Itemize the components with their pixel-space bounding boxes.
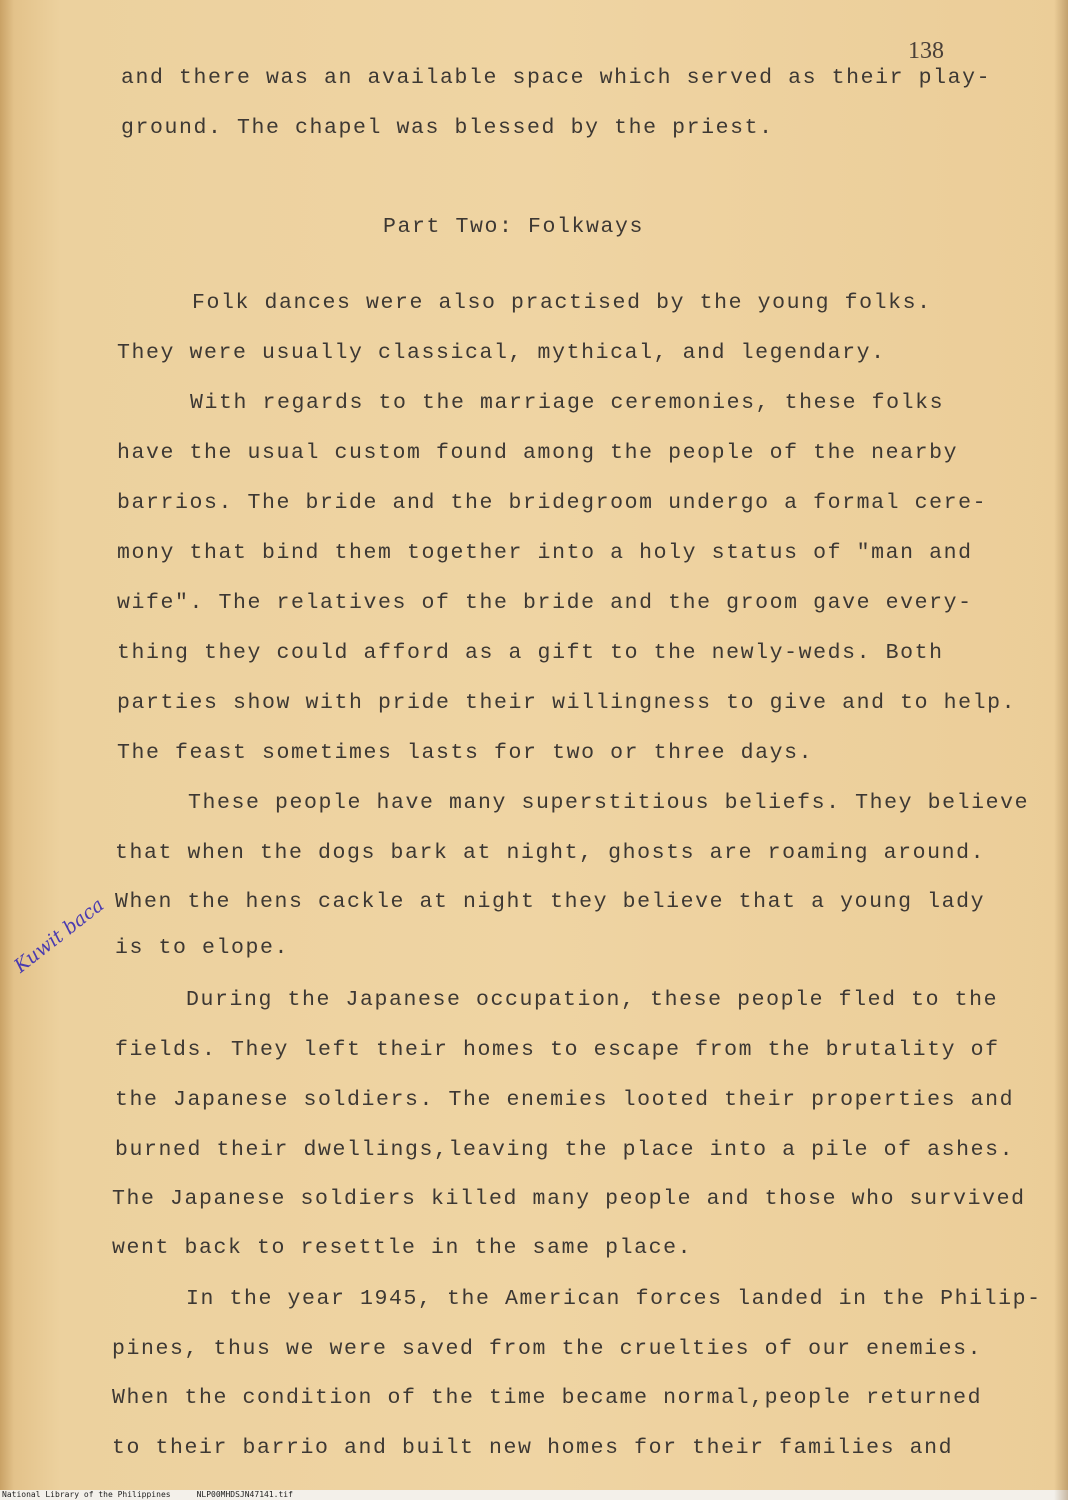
text-line: is to elope. — [115, 936, 290, 960]
text-line: fields. They left their homes to escape from the brutality of — [115, 1038, 1000, 1062]
page-number: 138 — [908, 38, 944, 64]
text-line: pines, thus we were saved from the cruelties of our enemies. — [112, 1337, 983, 1361]
text-line: ground. The chapel was blessed by the priest. — [121, 116, 774, 140]
text-line: These people have many superstitious beliefs. They believe — [188, 791, 1030, 815]
footer-library-name: National Library of the Philippines — [2, 1490, 171, 1499]
text-line: mony that bind them together into a holy status of "man and — [117, 541, 973, 565]
text-line: parties show with pride their willingness to give and to help. — [117, 691, 1017, 715]
handwritten-margin-note: Kuwit baca — [10, 893, 109, 978]
text-line: They were usually classical, mythical, and legendary. — [117, 341, 886, 365]
text-line: The Japanese soldiers killed many people and those who survived — [112, 1187, 1026, 1211]
section-heading: Part Two: Folkways — [383, 215, 645, 239]
text-line: barrios. The bride and the bridegroom undergo a formal cere- — [117, 491, 988, 515]
text-line: and there was an available space which served as their play- — [121, 66, 992, 90]
text-line: The feast sometimes lasts for two or three days. — [117, 741, 814, 765]
text-line: wife". The relatives of the bride and the groom gave every- — [117, 591, 973, 615]
text-line: to their barrio and built new homes for their families and — [112, 1436, 954, 1460]
text-line: When the hens cackle at night they believe that a young lady — [115, 890, 986, 914]
text-line: have the usual custom found among the people of the nearby — [117, 441, 959, 465]
text-line: the Japanese soldiers. The enemies looted their properties and — [115, 1088, 1015, 1112]
text-line: Folk dances were also practised by the young folks. — [192, 291, 932, 315]
text-line: that when the dogs bark at night, ghosts are roaming around. — [115, 841, 986, 865]
text-line: With regards to the marriage ceremonies, these folks — [190, 391, 945, 415]
text-line: When the condition of the time became normal,people returned — [112, 1386, 983, 1410]
text-line: went back to resettle in the same place. — [112, 1236, 693, 1260]
text-line: In the year 1945, the American forces landed in the Philip- — [186, 1287, 1042, 1311]
text-line: thing they could afford as a gift to the newly-weds. Both — [117, 641, 944, 665]
scan-footer — [0, 1490, 1068, 1500]
footer-file-name: NLP00MHDSJN47141.tif — [196, 1490, 293, 1499]
text-line: burned their dwellings,leaving the place into a pile of ashes. — [115, 1138, 1015, 1162]
text-line: During the Japanese occupation, these people fled to the — [186, 988, 999, 1012]
